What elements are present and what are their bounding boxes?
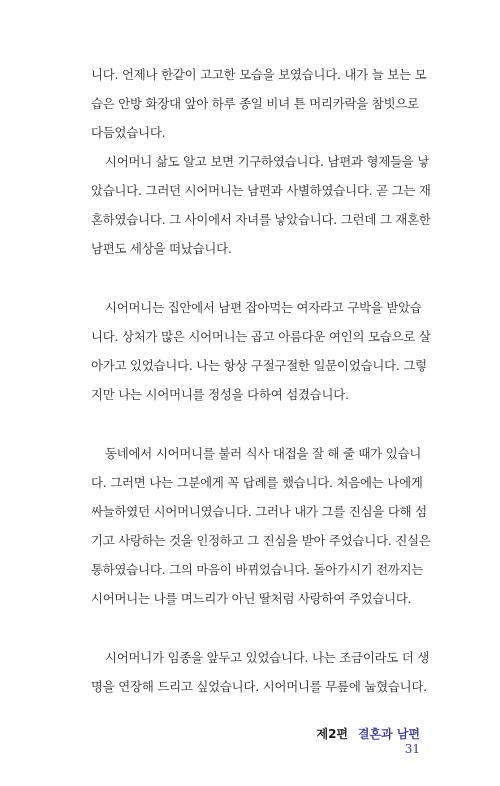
paragraph	[91, 147, 431, 263]
text-line: 다. 그러면 나는 그분에게 꼭 답례를 했습니다. 처음에는 나에게	[91, 475, 423, 490]
body-text	[91, 60, 431, 701]
paragraph-gap	[91, 613, 417, 643]
paragraph-gap	[91, 263, 417, 293]
text-line: 싸늘하였던 시어머니였습니다. 그러나 내가 그를 진심을 다해 섬	[91, 504, 427, 519]
paragraph	[91, 60, 427, 147]
text-line: 시어머니가 임종을 앞두고 있었습니다. 나는 조금이라도 더 생	[105, 650, 430, 665]
paragraph	[91, 439, 431, 613]
text-line: 남편도 세상을 떠났습니다.	[91, 241, 232, 256]
paragraph	[91, 643, 430, 701]
paragraph	[91, 293, 431, 409]
text-line: 니다. 상처가 많은 시어머니는 곱고 아름다운 여인의 모습으로 살	[91, 329, 431, 344]
text-line: 시어머니는 집안에서 남편 잡아먹는 여자라고 구박을 받았습	[105, 300, 422, 315]
text-line: 시어머니 삶도 알고 보면 기구하였습니다. 남편과 형제들을 낳	[105, 154, 430, 169]
text-line: 혼하였습니다. 그 사이에서 자녀를 낳았습니다. 그런데 그 재혼한	[91, 212, 431, 227]
text-line: 다듬었습니다.	[91, 125, 166, 140]
chapter-label: 제2편	[316, 727, 349, 741]
text-line: 았습니다. 그러던 시어머니는 남편과 사별하였습니다. 곧 그는 재	[91, 183, 431, 198]
text-line: 기고 사랑하는 것을 인정하고 그 진심을 받아 주었습니다. 진실은	[91, 533, 431, 548]
text-line: 아가고 있었습니다. 나는 항상 구절구절한 일문이었습니다. 그렇	[91, 358, 427, 373]
paragraph-gap	[91, 409, 417, 439]
text-line: 습은 안방 화장대 앞아 하루 종일 비녀 튼 머리카락을 참빗으로	[91, 96, 419, 111]
section-title: 결혼과 남편	[357, 727, 420, 741]
text-line: 명을 연장해 드리고 싶었습니다. 시어머니를 무릎에 눕혔습니다.	[91, 679, 427, 694]
text-line: 통하였습니다. 그의 마음이 바뀌었습니다. 돌아가시기 전까지는	[91, 562, 424, 577]
text-line: 동네에서 시어머니를 불러 식사 대접을 잘 해 줄 때가 있습니	[105, 446, 422, 461]
page-number: 31	[404, 742, 420, 756]
text-line: 시어머니는 나를 며느리가 아닌 딸처럼 사랑하여 주었습니다.	[91, 591, 412, 606]
text-line: 지만 나는 시어머니를 정성을 다하여 섬겼습니다.	[91, 387, 349, 402]
page-footer	[300, 725, 420, 756]
text-line: 니다. 언제나 한같이 고고한 모습을 보였습니다. 내가 늘 보는 모	[91, 67, 427, 82]
